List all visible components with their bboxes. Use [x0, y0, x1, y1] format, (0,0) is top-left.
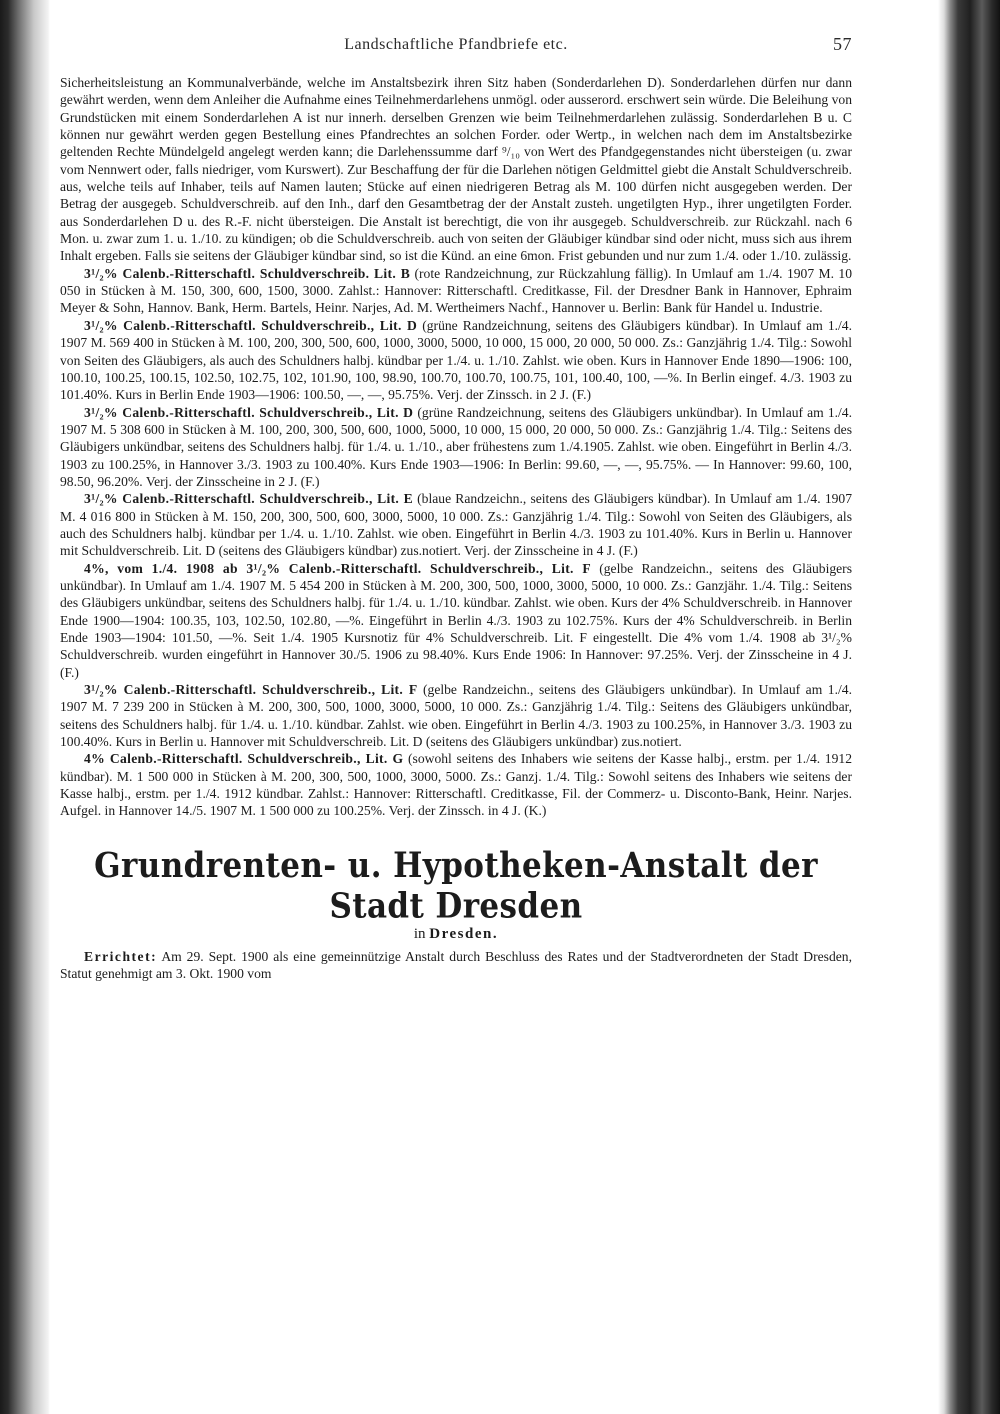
paragraph-heading: 4% Calenb.-Ritterschaftl. Schuldverschreib., Lit. G [84, 751, 404, 767]
paragraph-text: (blaue Randzeichn., seitens des Gläubigers kündbar). In Umlauf am 1./4. 1907 M. 4 016 800 in Stücken à M. 150, 200, 300, 500, 600, 3000, 5000, 10 000. Zs.: Ganzjährig 1./4. Tilg.: Sowohl von Seiten des Gläubigers, als auch des Schuldners halbj. kündbar per 1./4. u. 1./10. Zahlst. wie oben. Eingeführt in Berlin 4./3. 1903 zu 101.40%. Kurs in Berlin u. Hannover mit Schuldverschreib. Lit. D (seitens des Gläubigers kündbar) zus.notiert. Verj. der Zinsscheine in 4 J. (F.) [60, 491, 853, 559]
paragraph-founding [60, 948, 852, 983]
paragraph-heading: 3¹/₂% Calenb.-Ritterschaftl. Schuldverschreib., Lit. D [84, 317, 418, 333]
scan-binding-edge-right [938, 0, 1000, 1414]
paragraph-lit-e [60, 490, 852, 559]
paragraph-text: (gelbe Randzeichn., seitens des Gläubigers unkündbar). In Umlauf am 1./4. 1907 M. 5 454 200 in Stücken à M. 200, 300, 500, 1000, 3000, 5000, 10 000. Zs.: Ganzjähr. 1./4. Tilg.: Seitens des Gläubigers unkündbar, seitens des Schuldners halbj. für 1./4. u. 1./10. kündbar. Zahlst. wie oben. Kurs der 4% Schuldverschreib. in Hannover Ende 1900—1904: 100.35, 103, 102.50, 102.80, —%. Eingeführt in Berlin 4./3. 1903 zu 102.75%. Kurs der 4% Schuldverschreib. in Berlin Ende 1903—1904: 101.50, —%. Seit 1./4. 1905 Kursnotiz für 4% Schuldverschreib. Lit. F eingestellt. Die 4% vom 1./4. 1908 ab 3¹/₂% Schuldverschreib. wurden eingeführt in Hannover 30./5. 1906 zu 98.40%. Kurs Ende 1906: In Hannover: 97.25%. Verj. der Zinsscheine in 4 J. (F.) [60, 560, 853, 680]
paragraph-heading: 3¹/₂% Calenb.-Ritterschaftl. Schuldverschreib., Lit. F [84, 682, 418, 698]
paragraph-lit-f-4pct [60, 560, 852, 681]
paragraph-lit-b [60, 265, 852, 317]
paragraph-heading: 3¹/₂% Calenb.-Ritterschaftl. Schuldverschreib., Lit. D [84, 404, 414, 420]
running-header [60, 34, 852, 58]
founding-heading: Errichtet: [84, 948, 158, 964]
paragraph-lit-g [60, 750, 852, 819]
section-sub-prefix: in [413, 925, 426, 942]
section-sub-city: Dresden. [429, 925, 499, 942]
page-number: 57 [833, 34, 852, 54]
paragraph-lit-f-35pct [60, 681, 852, 750]
paragraph-lit-d-unkuendbar [60, 404, 852, 491]
paragraph-text: (grüne Randzeichnung, seitens des Gläubigers kündbar). In Umlauf am 1./4. 1907 M. 569 400 in Stücken à M. 100, 200, 300, 500, 600, 1000, 3000, 5000, 10 000, 15 000, 20 000, 50 000. Zs.: Ganzjährig 1./4. Tilg.: Sowohl von Seiten des Gläubigers, als auch des Schuldners halbj. kündbar per 1./4. u. 1./10. Zahlst. wie oben. Kurs in Hannover Ende 1890—1906: 100, 100.10, 100.25, 100.15, 102.50, 102.75, 102, 101.90, 100, 98.90, 100.70, 100.70, 100.75, 101, 100.40, 100, —%. In Berlin eingef. 4./3. 1903 zu 101.40%. Kurs in Berlin Ende 1903—1906: 100.50, —, —, 95.75%. Verj. der Zinssch. in 2 J. (F.) [60, 317, 852, 403]
paragraph-text: (grüne Randzeichnung, seitens des Gläubigers unkündbar). In Umlauf am 1./4. 1907 M. 5 308 600 in Stücken à M. 100, 200, 300, 500, 600, 1000, 5000, 10 000, 15 000, 20 000, 50 000. Zs.: Ganzjährig 1./4. Tilg.: Seitens des Gläubigers unkündbar, seitens des Schuldners halbj. für 1./4. u. 1./10., aber frühestens zum 1./4.1905. Zahlst. wie oben. Eingeführt in Berlin 4./3. 1903 zu 100.25%, in Hannover 3./3. 1903 zu 100.40%. Kurs Ende 1903—1906: In Berlin: 99.60, —, —, 95.75%. — In Hannover: 99.60, 100, 98.50, 96.20%. Verj. der Zinsscheine in 2 J. (F.) [60, 404, 853, 489]
paragraph-heading: 3¹/₂% Calenb.-Ritterschaftl. Schuldverschreib., Lit. E [84, 491, 413, 507]
document-page [60, 34, 852, 982]
paragraph-heading: 4%, vom 1./4. 1908 ab 3¹/₂% Calenb.-Ritterschaftl. Schuldverschreib., Lit. F [84, 560, 591, 576]
running-title: Landschaftliche Pfandbriefe etc. [344, 36, 568, 53]
paragraph-lit-d-kuendbar [60, 317, 852, 404]
paragraph-text: (gelbe Randzeichn., seitens des Gläubigers unkündbar). In Umlauf am 1./4. 1907 M. 7 239 200 in Stücken à M. 200, 300, 500, 1000, 3000, 5000, 10 000. Zs.: Ganzjährig 1./4. Tilg.: Seitens des Gläubigers unkündbar, seitens des Schuldners halbj. für 1./4. u. 1./10. kündbar. Zahlst. wie oben. Eingeführt in Berlin 4./3. 1903 zu 100.25%, in Hannover 3./3. 1903 zu 100.40%. Kurs in Berlin u. Hannover mit Schuldverschreib. Lit. D (seitens des Gläubigers unkündbar) zus.notiert. [60, 682, 852, 750]
founding-text: Am 29. Sept. 1900 als eine gemeinnützige Anstalt durch Beschluss des Rates und der Stadtverordneten der Stadt Dresden, Statut genehmigt am 3. Okt. 1900 vom [60, 948, 852, 982]
paragraph-text: (rote Randzeichnung, zur Rückzahlung fällig). In Umlauf am 1./4. 1907 M. 10 050 in Stücken à M. 150, 300, 600, 1500, 3000. Zahlst.: Hannover: Ritterschaftl. Creditkasse, Fil. der Dresdner Bank in Hannover, Ephraim Meyer & Sohn, Hannov. Bank, Herm. Bartels, Heinr. Narjes, Ad. M. Wertheimers Nachf., Hannover u. Berlin: Bank für Handel u. Industrie. [60, 265, 852, 316]
paragraph-intro [60, 74, 852, 265]
document-body [60, 74, 852, 982]
section-subtitle [60, 924, 852, 944]
section-title: Grundrenten- u. Hypotheken-Anstalt der Stadt Dresden [94, 845, 818, 927]
scan-binding-edge-left [0, 0, 50, 1414]
paragraph-text: Sicherheitsleistung an Kommunalverbände, welche im Anstaltsbezirk ihren Sitz haben (Sonderdarlehen D). Sonderdarlehen dürfen nur dann gewährt werden, wenn dem Anleiher die Aufnahme eines Teilnehmerdarlehens unmögl. oder ausserord. erschwert sein würde. Die Beleihung von Grundstücken mit einem Sonderdarlehen A ist nur innerh. derselben Grenzen wie beim Teilnehmerdarlehen zulässig. Sonderdarlehen B u. C können nur gewährt werden gegen Bestellung eines Pfandrechtes an solchen Forder. oder Wertp., in welchen nach dem im Anstaltsbezirke geltenden Rechte Mündelgeld angelegt werden kann; die Darlehenssumme darf ⁹/₁₀ von Wert des Pfandgegenstandes nicht übersteigen (u. zwar vom Nennwert oder, falls niedriger, vom Kurswert). Zur Beschaffung der für die Darlehen nötigen Geldmittel giebt die Anstalt Schuldverschreib. aus, welche teils auf Inhaber, teils auf Namen lauten; Stücke auf einen niedrigeren Betrag als M. 100 dürfen nicht ausgegeben werden. Der Betrag der ausgegeb. Schuldverschreib. auf den Inh., darf den Gesamtbetrag der der Anstalt zusteh. ungetilgten Hyp., ihrer ungetilgten Forder. aus Sonderdarlehen D u. des R.-F. nicht übersteigen. Die Anstalt ist berechtigt, die von ihr ausgegeb. Schuldverschreib. zur Rückzahl. nach 6 Mon. u. zwar zum 1. u. 1./10. zu kündigen; ob die Schuldverschreib. auch von seiten der Gläubiger kündbar sind oder nicht, muss sich aus ihrem Inhalt ergeben. Falls sie seitens der Gläubiger kündbar sind, so ist die Künd. an eine 6mon. Frist gebunden und nur zum 1./4. oder 1./10. zulässig. [60, 75, 852, 264]
paragraph-text: (sowohl seitens des Inhabers wie seitens der Kasse halbj., erstm. per 1./4. 1912 kündbar). M. 1 500 000 in Stücken à M. 200, 300, 500, 1000, 3000, 5000. Zs.: Ganzj. 1./4. Tilg.: Sowohl seitens des Inhabers wie seitens der Kasse halbj., erstm. per 1./4. 1912 kündbar. Zahlst.: Hannover: Ritterschaftl. Creditkasse, Fil. der Commerz- u. Disconto-Bank, Heinr. Narjes. Aufgel. in Hannover 14./5. 1907 M. 1 500 000 zu 100.25%. Verj. der Zinssch. in 4 J. (K.) [60, 751, 852, 819]
paragraph-heading: 3¹/₂% Calenb.-Ritterschaftl. Schuldverschreib. Lit. B [84, 265, 411, 281]
